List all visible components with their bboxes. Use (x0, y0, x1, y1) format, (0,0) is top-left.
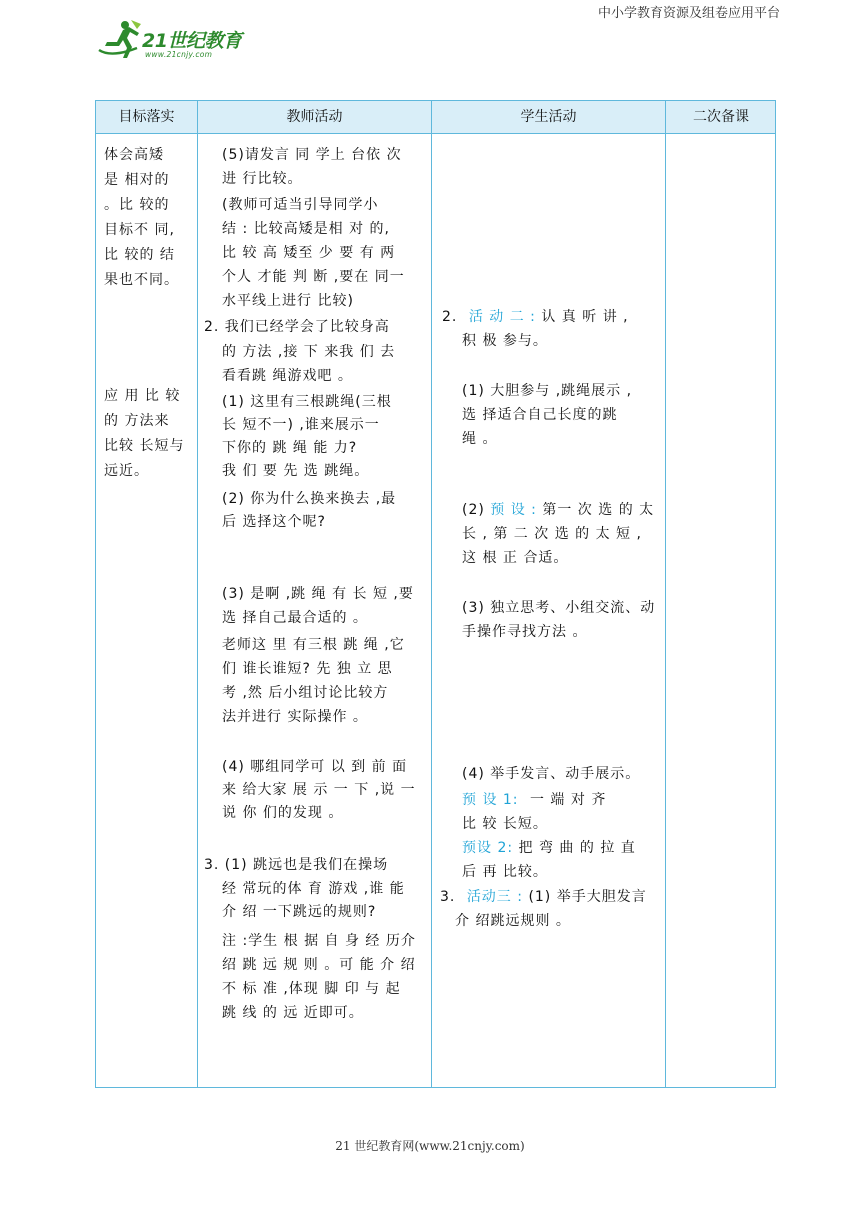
teacher-line: 后 选择这个呢? (222, 514, 326, 530)
teacher-line: 注 :学生 根 据 自 身 经 历介 (222, 933, 416, 949)
activity-2-line (442, 305, 629, 329)
student-line: 积 极 参与。 (462, 333, 548, 349)
goal-line: 比 较的 结 (104, 247, 175, 263)
teacher-line: (2) 你为什么换来换去 ,最 (222, 491, 397, 507)
teacher-line: 长 短不一) ,谁来展示一 (222, 417, 380, 433)
activity-3-line (440, 885, 647, 909)
preset-2-line (462, 836, 636, 860)
column-divider (197, 101, 198, 1087)
goal-line: 是 相对的 (104, 172, 170, 188)
preset-line: (2) 预 设 : 第一 次 选 的 太 (462, 502, 655, 518)
activity-2-text: 认 真 听 讲 , (541, 309, 629, 325)
teacher-line: 结 : 比较高矮是相 对 的, (222, 221, 390, 237)
teacher-line: 2. 我们已经学会了比较身高 (204, 319, 390, 335)
teacher-line: 个人 才能 判 断 ,要在 同一 (222, 269, 405, 285)
student-line: 选 择适合自己长度的跳 (462, 407, 618, 423)
student-line: 介 绍跳远规则 。 (455, 913, 571, 929)
teacher-line: 选 择自己最合适的 。 (222, 610, 368, 626)
site-logo[interactable] (97, 18, 257, 62)
goal-line: 的 方法来 (104, 413, 170, 429)
teacher-line: 比 较 高 矮至 少 要 有 两 (222, 245, 396, 261)
activity-number: 2. (442, 309, 458, 325)
teacher-line: (3) 是啊 ,跳 绳 有 长 短 ,要 (222, 586, 414, 602)
preset-label: 预 设 : (490, 502, 537, 518)
runner-logo-icon (97, 18, 143, 62)
platform-title: 中小学教育资源及组卷应用平台 (597, 6, 780, 21)
column-divider (431, 101, 432, 1087)
student-line: (4) 举手发言、动手展示。 (462, 766, 641, 782)
activity-2-label: 活 动 二 : (468, 309, 536, 325)
teacher-line: (教师可适当引导同学小 (222, 197, 379, 213)
teacher-line: 跳 线 的 远 近即可。 (222, 1005, 364, 1021)
teacher-line: 不 标 准 ,体现 脚 印 与 起 (222, 981, 401, 997)
header-teacher: 教师活动 (286, 109, 343, 125)
teacher-line: 考 ,然 后小组讨论比较方 (222, 685, 389, 701)
teacher-line: 我 们 要 先 选 跳绳。 (222, 463, 370, 479)
teacher-line: 水平线上进行 比较) (222, 293, 354, 309)
logo-url: www.21cnjy.com (145, 50, 213, 59)
teacher-line: 老师这 里 有三根 跳 绳 ,它 (222, 637, 405, 653)
teacher-line: 的 方法 ,接 下 来我 们 去 (222, 344, 396, 360)
teacher-line: 下你的 跳 绳 能 力? (222, 440, 358, 456)
goal-line: 远近。 (104, 463, 149, 479)
student-line: 比 较 长短。 (462, 816, 548, 832)
teacher-line: 说 你 们的发现 。 (222, 805, 344, 821)
goal-line: 应 用 比 较 (104, 388, 181, 404)
preset-1-label: 预 设 1: (462, 792, 519, 808)
preset-text: 第一 次 选 的 太 (542, 502, 655, 518)
activity-3-text: (1) 举手大胆发言 (528, 889, 647, 905)
goal-line: 比较 长短与 (104, 438, 185, 454)
student-line: 手操作寻找方法 。 (462, 624, 588, 640)
student-line: 后 再 比较。 (462, 864, 548, 880)
teacher-line: 看看跳 绳游戏吧 。 (222, 368, 353, 384)
preset-2-text: 把 弯 曲 的 拉 直 (518, 840, 636, 856)
logo-name: 21世纪教育 (142, 30, 242, 52)
page-footer: 21 世纪教育网(www.21cnjy.com) (335, 1139, 525, 1153)
activity-number: 3. (440, 889, 456, 905)
student-line: 长 , 第 二 次 选 的 太 短 , (462, 526, 642, 542)
header-goal: 目标落实 (118, 109, 175, 125)
teacher-line: 们 谁长谁短? 先 独 立 思 (222, 661, 393, 677)
teacher-line: 介 绍 一下跳远的规则? (222, 904, 377, 920)
activity-3-label: 活动三 : (466, 889, 523, 905)
column-divider (665, 101, 666, 1087)
teacher-line: (1) 这里有三根跳绳(三根 (222, 394, 392, 410)
preset-1-line (462, 788, 606, 812)
teacher-line: (4) 哪组同学可 以 到 前 面 (222, 759, 408, 775)
preset-1-text: 一 端 对 齐 (529, 792, 607, 808)
goal-line: 果也不同。 (104, 272, 179, 288)
goal-line: 目标不 同, (104, 222, 175, 238)
student-line: (3) 独立思考、小组交流、动 (462, 600, 656, 616)
teacher-line: (5)请发言 同 学上 台依 次 (222, 147, 402, 163)
header-student: 学生活动 (520, 109, 577, 125)
header-backup: 二次备课 (693, 109, 749, 125)
lesson-table (95, 100, 776, 1088)
student-line: 这 根 正 合适。 (462, 550, 569, 566)
teacher-line: 进 行比较。 (222, 171, 303, 187)
goal-line: 体会高矮 (104, 147, 164, 163)
student-line: 绳 。 (462, 431, 498, 447)
teacher-line: 法并进行 实际操作 。 (222, 709, 368, 725)
teacher-line: 3. (1) 跳远也是我们在操场 (204, 857, 389, 873)
goal-line: 。比 较的 (104, 197, 170, 213)
preset-2-label: 预设 2: (462, 840, 514, 856)
student-line: (1) 大胆参与 ,跳绳展示 , (462, 383, 633, 399)
teacher-line: 来 给大家 展 示 一 下 ,说 一 (222, 782, 416, 798)
teacher-line: 经 常玩的体 育 游戏 ,谁 能 (222, 881, 405, 897)
teacher-line: 绍 跳 远 规 则 。可 能 介 绍 (222, 957, 416, 973)
